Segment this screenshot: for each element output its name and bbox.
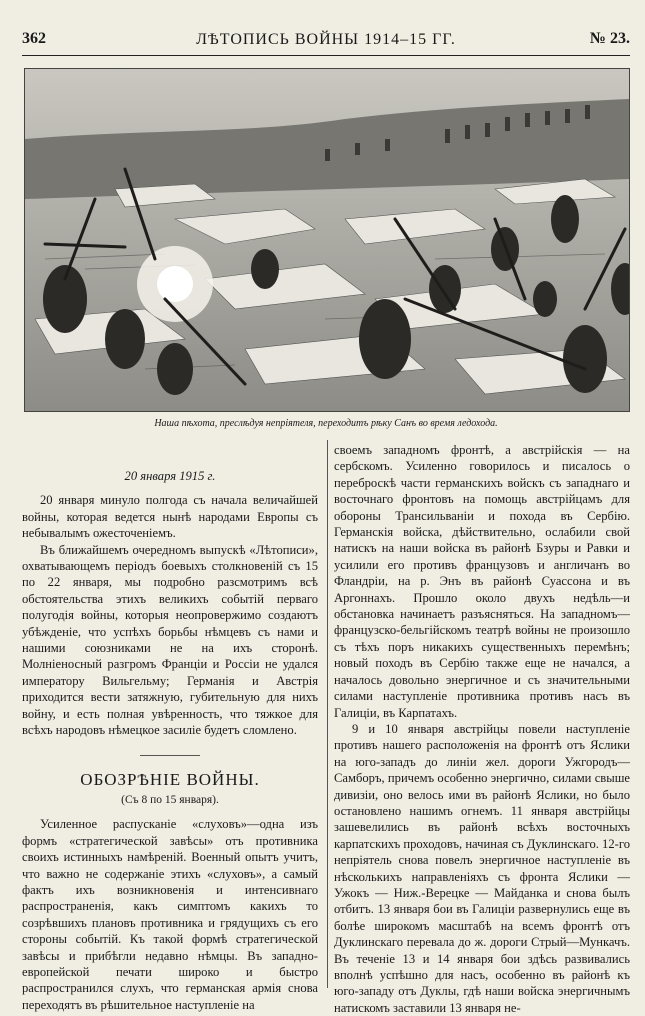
right-column [334,442,630,1016]
illustration-caption: Наша пѣхота, преслѣдуя непріятеля, переходитъ рѣку Санъ во время ледохода. [154,418,498,429]
header-rule [22,55,630,56]
paragraph: Въ ближайшемъ очередномъ выпускѣ «Лѣтописи», охватывающемъ періодъ боевыхъ столкновеній съ 15 по 22 января, мы подробно разсмотримъ всѣ обстоятельства этихъ великихъ событій перваго полугодія войны, которыя неопровержимо создаютъ убѣжденіе, что успѣхъ борьбы нѣмцевъ съ нами и нашими союзниками не на ихъ сторонѣ. Молніеносный разгромъ Франціи и Россіи не удался императору Вильгельму; Германія и Австрія приходится вести затяжную, губительную для нихъ войну, и есть полная увѣренность, что тяжкое для всѣхъ народовъ нѣмецкое засиліе будетъ сломлено. [22,542,318,738]
section-title: ОБОЗРѢНІЕ ВОЙНЫ. [80,769,260,789]
page-number: 362 [22,30,46,47]
article-date: 20 января 1915 г. [124,469,216,483]
battle-scene-drawing [25,69,629,411]
left-column [22,468,318,1013]
page-header [22,30,630,54]
battle-illustration [24,68,630,412]
column-divider [327,440,328,988]
paragraph: Усиленное распусканіе «слуховъ»—одна изъ формъ «стратегической завѣсы» отъ противника своихъ истинныхъ намѣреній. Военный опытъ учитъ, что важно не содержаніе этихъ «слуховъ», а самый фактъ ихъ возникновенія и интенсивнаго распространенія, какъ симптомъ какихъ то созрѣвшихъ плановъ противника и грядущихъ съ его стороны событій. Къ такой формѣ стратегической завѣсы и прибѣгли недавно нѣмцы. Въ западно-европейской печати широко и быстро распространился слухъ, что германская армія снова переходятъ въ рѣшительное наступленіе на [22,817,318,1012]
paragraph: 20 января минуло полгода съ начала величайшей войны, которая ведется нынѣ народами Европы съ небывалымъ ожесточеніемъ. [22,493,318,541]
section-divider [140,755,200,756]
issue-number: № 23. [589,30,630,47]
section-subtitle: (Съ 8 по 15 января). [121,793,219,806]
paragraph: 9 и 10 января австрійцы повели наступленіе противъ нашего расположенія на фронтѣ отъ Яслики на юго-западъ до линіи жел. дороги Ужгородъ—Самборъ, причемъ особенно энергично, силами свыше дивизіи, оно велось ими въ районѣ Яслики, но было остановлено нашимъ огнемъ. 11 января австрійцы зашевелились въ районѣ всѣхъ восточныхъ карпатскихъ проходовъ, начиная съ Дуклинскаго. 12-го непріятель снова повелъ энергичное наступленіе въ нѣсколькихъ направленіяхъ съ фронта Яслики — Ужокъ — Ниж.-Верецке — Майданка и снова былъ отбитъ. 13 января бои въ Галиціи развернулись еще въ болѣе широкомъ масштабѣ на всемъ фронтѣ отъ Дуклинскаго перевала до ж. дороги Стрый—Мункачъ. Въ теченіе 13 и 14 января бои здѣсь развивались вполнѣ успѣшно для насъ, особенно въ районѣ къ юго-западу отъ Дуклы, гдѣ наши войска энергичнымъ натискомъ заставили 13 января не- [334,721,630,1015]
paragraph: своемъ западномъ фронтѣ, а австрійскія — на сербскомъ. Усиленно говорилось и писалось о переброскѣ части германскихъ войскъ съ западнаго и восточнаго фронтовъ на помощь австрійцамъ для обороны Трансильваніи и похода въ Сербію. Германскія войска, дѣйствительно, ослабили свой натискъ на наши войска въ районѣ Бзуры и Равки и усилили его противъ французовъ и англичанъ во Фландріи, на р. Энъ въ районѣ Суассона и въ Аргоннахъ. Прошло около двухъ недѣль—и обстановка начинаетъ разъясняться. На западномъ—французско-бельгійскомъ театрѣ войны не произошло съ тѣхъ поръ никакихъ существенныхъ перемѣнъ; новый походъ въ Сербію также еще не начался, а началось довольно энергичное и съ значительными силами наступленіе противника противъ насъ въ Галиціи, въ Карпатахъ. [334,443,630,720]
running-title: ЛѢТОПИСЬ ВОЙНЫ 1914–15 ГГ. [196,31,456,48]
